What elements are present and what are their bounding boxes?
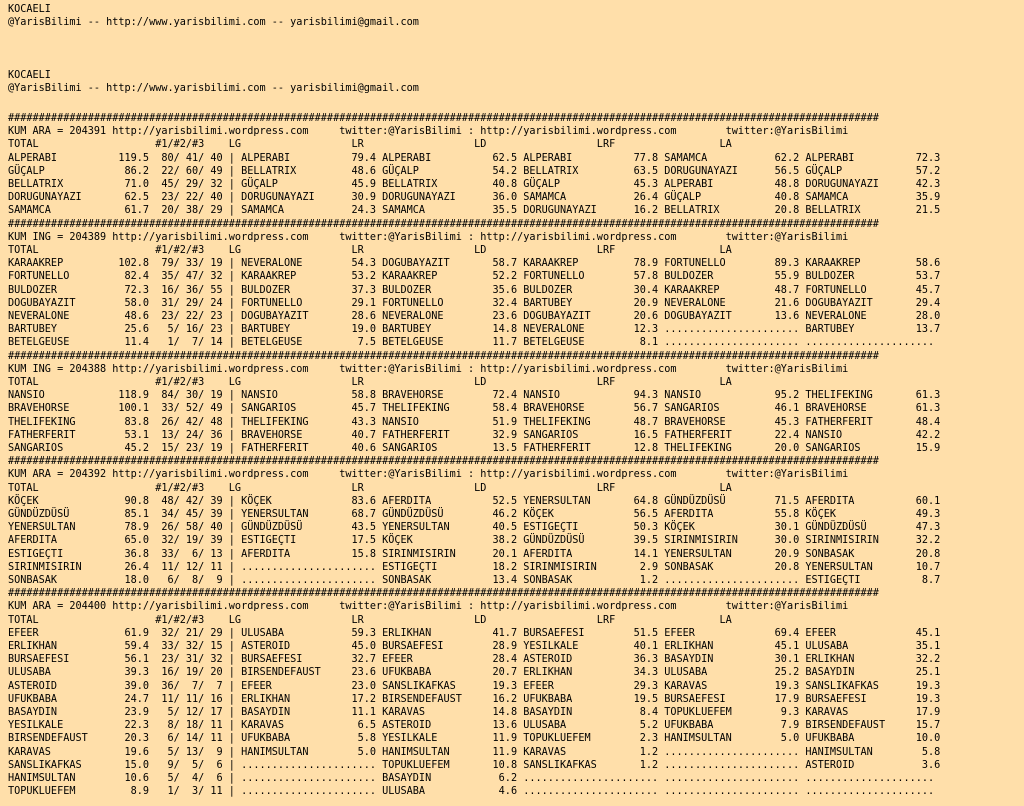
report-line: YENERSULTAN 78.9 26/ 58/ 40 | GÜNDÜZDÜSÜ 43.5 YENERSULTAN 40.5 ESTIGEÇTI 50.3 KÖÇEK 30.1 GÜNDÜZDÜSÜ 47.3	[8, 522, 941, 534]
report-line: BASAYDIN 23.9 5/ 12/ 17 | BASAYDIN 11.1 KARAVAS 14.8 BASAYDIN 8.4 TOPUKLUEFEM 9.3 KARAVAS 17.9	[8, 707, 941, 718]
report-line: KÖÇEK 90.8 48/ 42/ 39 | KÖÇEK 83.6 AFERDITA 52.5 YENERSULTAN 64.8 GÜNDÜZDÜSÜ 71.5 AFERDITA 60.1	[8, 495, 941, 507]
report-line: AFERDITA 65.0 32/ 19/ 39 | ESTIGEÇTI 17.5 KÖÇEK 38.2 GÜNDÜZDÜSÜ 39.5 SIRINMISIRIN 30.0 SIRINMISIRIN 32.2	[8, 535, 941, 547]
report-line: NANSIO 118.9 84/ 30/ 19 | NANSIO 58.8 BRAVEHORSE 72.4 NANSIO 94.3 NANSIO 95.2 THELIFEKING 61.3	[8, 390, 941, 402]
report-line: BETELGEUSE 11.4 1/ 7/ 14 | BETELGEUSE 7.5 BETELGEUSE 11.7 BETELGEUSE 8.1 ...................... .....................	[8, 337, 935, 349]
report-line: BARTUBEY 25.6 5/ 16/ 23 | BARTUBEY 19.0 BARTUBEY 14.8 NEVERALONE 12.3 ...................... BARTUBEY 13.7	[8, 324, 941, 336]
report-line: BIRSENDEFAUST 20.3 6/ 14/ 11 | UFUKBABA 5.8 YESILKALE 11.9 TOPUKLUEFEM 2.3 HANIMSULTAN 5.0 UFUKBABA 10.0	[8, 733, 941, 745]
report-line: SANSLIKAFKAS 15.0 9/ 5/ 6 | ...................... TOPUKLUEFEM 10.8 SANSLIKAFKAS 1.2 ...................... ASTEROID 3.6	[8, 759, 941, 771]
report-line: ##############################################################################################################################################	[8, 350, 879, 362]
report-line: ##############################################################################################################################################	[8, 588, 879, 600]
report-line: ESTIGEÇTI 36.8 33/ 6/ 13 | AFERDITA 15.8 SIRINMISIRIN 20.1 AFERDITA 14.1 YENERSULTAN 20.9 SONBASAK 20.8	[8, 548, 941, 560]
report-line: TOPUKLUEFEM 8.9 1/ 3/ 11 | ...................... ULUSABA 4.6 ...................... ...................... .....................	[8, 786, 935, 798]
report-line: NEVERALONE 48.6 23/ 22/ 23 | DOGUBAYAZIT 28.6 NEVERALONE 23.6 DOGUBAYAZIT 20.6 DOGUBAYAZIT 13.6 NEVERALONE 28.0	[8, 311, 941, 322]
header-place-2: KOCAELI	[8, 70, 51, 81]
report-line: BULDOZER 72.3 16/ 36/ 55 | BULDOZER 37.3 BULDOZER 35.6 BULDOZER 30.4 KARAAKREP 48.7 FORTUNELLO 45.7	[8, 284, 941, 296]
header-contact-2: @YarisBilimi -- http://www.yarisbilimi.com -- yarisbilimi@gmail.com	[8, 83, 419, 94]
report-line: BURSAEFESI 56.1 23/ 31/ 32 | BURSAEFESI 32.7 EFEER 28.4 ASTEROID 36.3 BASAYDIN 30.1 ERLIKHAN 32.2	[8, 654, 941, 666]
report-line: DOGUBAYAZIT 58.0 31/ 29/ 24 | FORTUNELLO 29.1 FORTUNELLO 32.4 BARTUBEY 20.9 NEVERALONE 21.6 DOGUBAYAZIT 29.4	[8, 297, 941, 309]
report-line: TOTAL #1/#2/#3 LG LR LD LRF LA	[8, 614, 732, 626]
report-line: DORUGUNAYAZI 62.5 23/ 22/ 40 | DORUGUNAYAZI 30.9 DORUGUNAYAZI 36.0 SAMAMCA 26.4 GÜÇALP 40.8 SAMAMCA 35.9	[8, 192, 941, 204]
report-line: ERLIKHAN 59.4 33/ 32/ 15 | ASTEROID 45.0 BURSAEFESI 28.9 YESILKALE 40.1 ERLIKHAN 45.1 ULUSABA 35.1	[8, 641, 941, 652]
report-line: SIRINMISIRIN 26.4 11/ 12/ 11 | ...................... ESTIGEÇTI 18.2 SIRINMISIRIN 2.9 SONBASAK 20.8 YENERSULTAN 10.7	[8, 561, 941, 573]
report-line: UFUKBABA 24.7 11/ 11/ 16 | ERLIKHAN 17.2 BIRSENDEFAUST 16.2 UFUKBABA 19.5 BURSAEFESI 17.9 BURSAEFESI 19.3	[8, 693, 941, 705]
report-line: TOTAL #1/#2/#3 LG LR LD LRF LA	[8, 377, 732, 388]
report-line: HANIMSULTAN 10.6 5/ 4/ 6 | ...................... BASAYDIN 6.2 ...................... ...................... .....................	[8, 773, 935, 784]
report-line: KUM ING = 204389 http://yarisbilimi.wordpress.com twitter:@YarisBilimi : http://yarisbilimi.wordpress.com twitter:@YarisBilimi	[8, 231, 849, 243]
report-line: KUM ING = 204388 http://yarisbilimi.wordpress.com twitter:@YarisBilimi : http://yarisbilimi.wordpress.com twitter:@YarisBilimi	[8, 363, 849, 375]
report-line: ##############################################################################################################################################	[8, 456, 879, 468]
report-line: KARAAKREP 102.8 79/ 33/ 19 | NEVERALONE 54.3 DOGUBAYAZIT 58.7 KARAAKREP 78.9 FORTUNELLO 89.3 KARAAKREP 58.6	[8, 258, 941, 270]
report-line: FORTUNELLO 82.4 35/ 47/ 32 | KARAAKREP 53.2 KARAAKREP 52.2 FORTUNELLO 57.8 BULDOZER 55.9 BULDOZER 53.7	[8, 271, 941, 283]
report-line: ULUSABA 39.3 16/ 19/ 20 | BIRSENDEFAUST 23.6 UFUKBABA 20.7 ERLIKHAN 34.3 ULUSABA 25.2 BASAYDIN 25.1	[8, 667, 941, 679]
header-contact: @YarisBilimi -- http://www.yarisbilimi.com -- yarisbilimi@gmail.com	[8, 17, 419, 28]
report-line: GÜÇALP 86.2 22/ 60/ 49 | BELLATRIX 48.6 GÜÇALP 54.2 BELLATRIX 63.5 DORUGUNAYAZI 56.5 GÜÇALP 57.2	[8, 165, 941, 177]
report-line: BRAVEHORSE 100.1 33/ 52/ 49 | SANGARIOS 45.7 THELIFEKING 58.4 BRAVEHORSE 56.7 SANGARIOS 46.1 BRAVEHORSE 61.3	[8, 403, 941, 415]
report-line: YESILKALE 22.3 8/ 18/ 11 | KARAVAS 6.5 ASTEROID 13.6 ULUSABA 5.2 UFUKBABA 7.9 BIRSENDEFAUST 15.7	[8, 720, 941, 732]
report-line: KUM ARA = 204392 http://yarisbilimi.wordpress.com twitter:@YarisBilimi : http://yarisbilimi.wordpress.com twitter:@YarisBilimi	[8, 469, 849, 481]
report-line: SAMAMCA 61.7 20/ 38/ 29 | SAMAMCA 24.3 SAMAMCA 35.5 DORUGUNAYAZI 16.2 BELLATRIX 20.8 BELLATRIX 21.5	[8, 205, 941, 217]
report-line: TOTAL #1/#2/#3 LG LR LD LRF LA	[8, 139, 732, 151]
report-line: KUM ARA = 204391 http://yarisbilimi.wordpress.com twitter:@YarisBilimi : http://yarisbilimi.wordpress.com twitter:@YarisBilimi	[8, 126, 849, 138]
report-line: GÜNDÜZDÜSÜ 85.1 34/ 45/ 39 | YENERSULTAN 68.7 GÜNDÜZDÜSÜ 46.2 KÖÇEK 56.5 AFERDITA 55.8 KÖÇEK 49.3	[8, 509, 941, 520]
header-place: KOCAELI	[8, 4, 51, 15]
report-line: SANGARIOS 45.2 15/ 23/ 19 | FATHERFERIT 40.6 SANGARIOS 13.5 FATHERFERIT 12.8 THELIFEKING 20.0 SANGARIOS 15.9	[8, 443, 941, 454]
report-line: TOTAL #1/#2/#3 LG LR LD LRF LA	[8, 482, 732, 494]
report-line: THELIFEKING 83.8 26/ 42/ 48 | THELIFEKING 43.3 NANSIO 51.9 THELIFEKING 48.7 BRAVEHORSE 45.3 FATHERFERIT 48.4	[8, 416, 941, 428]
report-line: ##############################################################################################################################################	[8, 113, 879, 124]
report-line: TOTAL #1/#2/#3 LG LR LD LRF LA	[8, 245, 732, 256]
report-line: KUM ARA = 204400 http://yarisbilimi.wordpress.com twitter:@YarisBilimi : http://yarisbilimi.wordpress.com twitter:@YarisBilimi	[8, 601, 849, 613]
report-line: KARAVAS 19.6 5/ 13/ 9 | HANIMSULTAN 5.0 HANIMSULTAN 11.9 KARAVAS 1.2 ...................... HANIMSULTAN 5.8	[8, 746, 941, 758]
report-line: EFEER 61.9 32/ 21/ 29 | ULUSABA 59.3 ERLIKHAN 41.7 BURSAEFESI 51.5 EFEER 69.4 EFEER 45.1	[8, 627, 941, 639]
report-line: ALPERABI 119.5 80/ 41/ 40 | ALPERABI 79.4 ALPERABI 62.5 ALPERABI 77.8 SAMAMCA 62.2 ALPERABI 72.3	[8, 152, 941, 164]
report-line: BELLATRIX 71.0 45/ 29/ 32 | GÜÇALP 45.9 BELLATRIX 40.8 GÜÇALP 45.3 ALPERABI 48.8 DORUGUNAYAZI 42.3	[8, 179, 941, 190]
report-line: FATHERFERIT 53.1 13/ 24/ 36 | BRAVEHORSE 40.7 FATHERFERIT 32.9 SANGARIOS 16.5 FATHERFERIT 22.4 NANSIO 42.2	[8, 429, 941, 441]
report-line: ASTEROID 39.0 36/ 7/ 7 | EFEER 23.0 SANSLIKAFKAS 19.3 EFEER 29.3 KARAVAS 19.3 SANSLIKAFKAS 19.3	[8, 680, 941, 692]
report-line: ##############################################################################################################################################	[8, 218, 879, 230]
report-line: SONBASAK 18.0 6/ 8/ 9 | ...................... SONBASAK 13.4 SONBASAK 1.2 ...................... ESTIGEÇTI 8.7	[8, 575, 941, 586]
